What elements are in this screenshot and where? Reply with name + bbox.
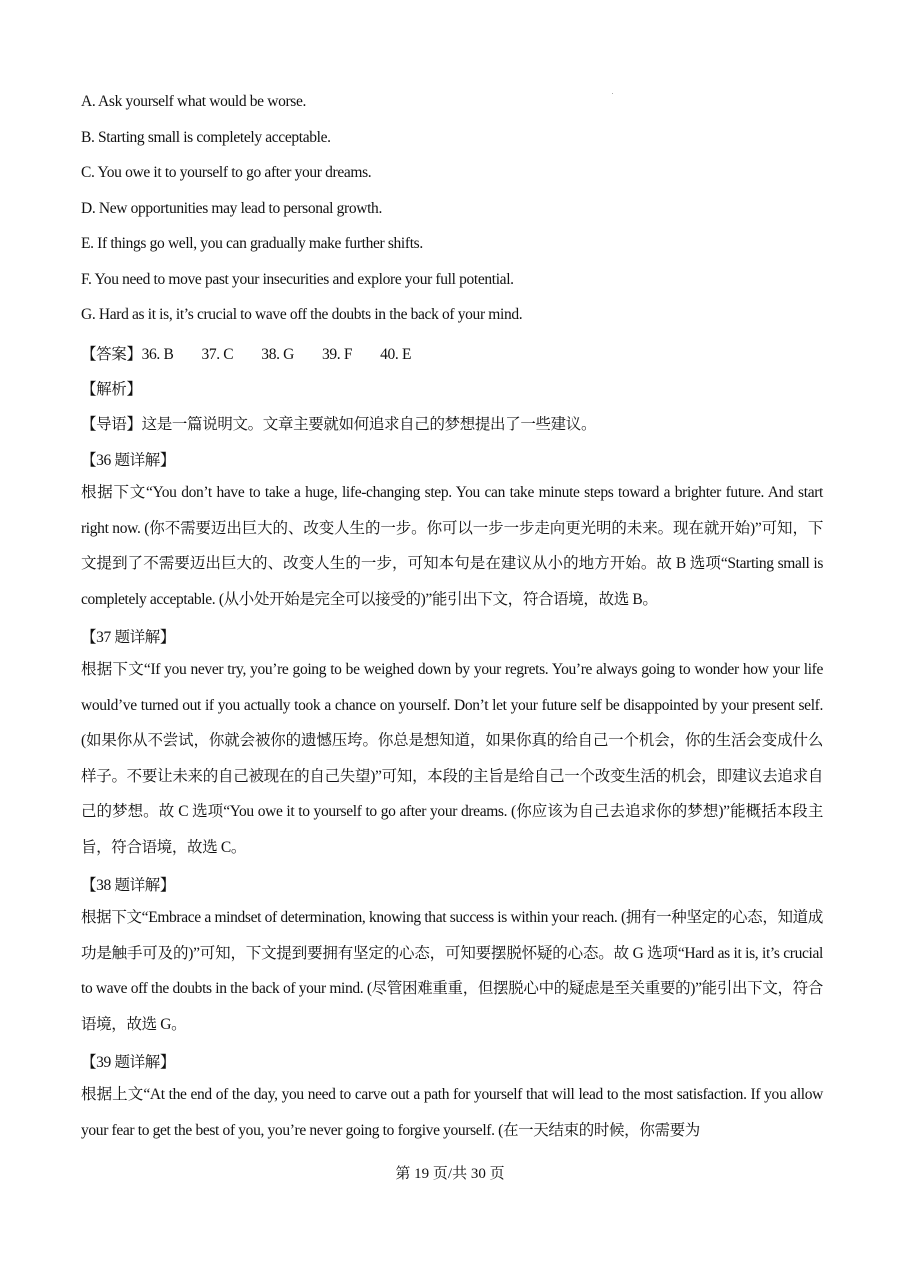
option-f: F. You need to move past your insecurities and explore your full potential. [81,271,514,288]
answer-38: 38. G [261,346,294,363]
section-37-body: 根据下文“If you never try, you’re going to be weighed down by your regrets. You’re always going to wonder how your life would’ve turned out if you actually took a chance on yourself. Don’t let your future self be disappointed by your present self. (如果你从不尝试，你就会被你的遗憾压垮。你总是想知道，如果你真的给自己一个机会，你的生活会变成什么样子。不要让未来的自己被现在的自己失望)”可知，本段的主旨是给自己一个改变生活的机会，即建议去追求自己的梦想。故 C 选项“You owe it to yourself to go after your dreams. (你应该为自己去追求你的梦想)”能概括本段主旨，符合语境，故选 C。 [81,661,823,856]
option-e: E. If things go well, you can gradually make further shifts. [81,235,423,252]
option-a: A. Ask yourself what would be worse. [81,93,307,110]
section-39-heading: 【39 题详解】 [81,1054,176,1071]
option-g: G. Hard as it is, it’s crucial to wave off the doubts in the back of your mind. [81,306,523,323]
answer-line [81,342,439,364]
section-37-heading: 【37 题详解】 [81,629,176,646]
answer-39: 39. F [322,346,353,363]
section-39-body: 根据上文“At the end of the day, you need to carve out a path for yourself that will lead to the most satisfaction. If you allow your fear to get the best of you, you’re never going to forgive yourself. (在一天结束的时候，你需要为 [81,1086,823,1139]
option-d: D. New opportunities may lead to personal growth. [81,200,382,217]
option-c: C. You owe it to yourself to go after your dreams. [81,164,372,181]
answer-36: 36. B [141,346,174,363]
section-36-body: 根据下文“You don’t have to take a huge, life-changing step. You can take minute steps toward a brighter future. And start right now. (你不需要迈出巨大的、改变人生的一步。你可以一步一步走向更光明的未来。现在就开始)”可知，下文提到了不需要迈出巨大的、改变人生的一步，可知本句是在建议从小的地方开始。故 B 选项“Starting small is completely acceptable. (从小处开始是完全可以接受的)”能引出下文，符合语境，故选 B。 [81,484,823,608]
option-b: B. Starting small is completely acceptable. [81,129,331,146]
intro-text: 【导语】这是一篇说明文。文章主要就如何追求自己的梦想提出了一些建议。 [81,416,597,433]
answer-40: 40. E [380,346,412,363]
scan-dot [612,93,613,94]
page-number-footer: 第 19 页/共 30 页 [395,1166,505,1182]
analysis-label: 【解析】 [81,381,142,398]
section-38-body: 根据下文“Embrace a mindset of determination, knowing that success is within your reach. (拥有一种坚定的心态，知道成功是触手可及的)”可知，下文提到要拥有坚定的心态，可知要摆脱怀疑的心态。故 G 选项“Hard as it is, it’s crucial to wave off the doubts in the back of your mind. (尽管困难重重，但摆脱心中的疑虑是至关重要的)”能引出下文，符合语境，故选 G。 [81,909,823,1033]
answer-label: 【答案】 [81,346,142,363]
section-36-heading: 【36 题详解】 [81,452,176,469]
section-38-heading: 【38 题详解】 [81,877,176,894]
answer-37: 37. C [201,346,234,363]
